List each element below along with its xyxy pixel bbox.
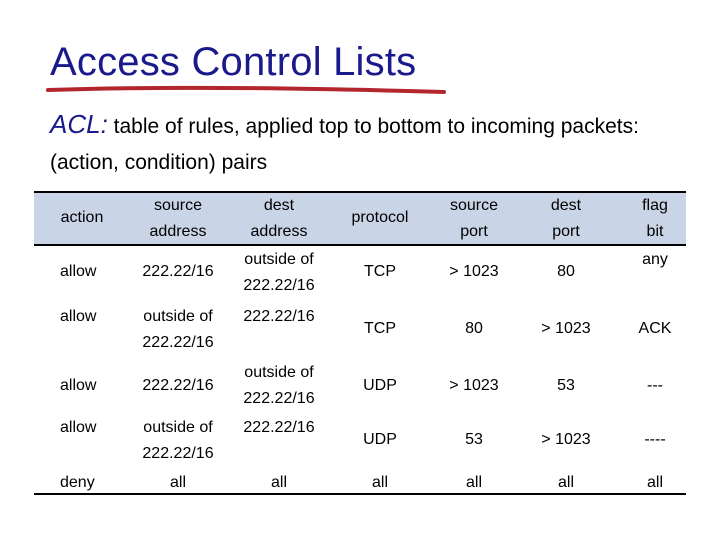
row1-dest-address — [230, 247, 328, 299]
header-source-address-line2: address — [149, 223, 207, 240]
row4-dest-address: 222.22/16 — [243, 419, 315, 436]
row5-source-address: all — [169, 474, 186, 491]
row3-dest-address-line1: outside of — [244, 364, 314, 381]
row5-action: deny — [60, 474, 95, 491]
row5-protocol: all — [371, 474, 388, 491]
header-dest-address-line1: dest — [263, 197, 295, 214]
row4-flag-bit: ---- — [644, 431, 666, 448]
row5-dest-address: all — [270, 474, 287, 491]
row4-source-address — [130, 415, 226, 467]
row2-source-port: 80 — [465, 320, 483, 337]
row2-protocol: TCP — [364, 320, 396, 337]
row3-source-address: 222.22/16 — [142, 377, 214, 394]
row5-dest-port: all — [557, 474, 574, 491]
header-flag-bit-line1: flag — [642, 197, 668, 214]
row1-dest-address-line2: 222.22/16 — [243, 277, 315, 294]
row1-action: allow — [60, 263, 97, 280]
row2-flag-bit: ACK — [638, 320, 672, 337]
header-flag-bit — [612, 193, 698, 245]
row4-protocol: UDP — [363, 431, 397, 448]
row1-source-address: 222.22/16 — [142, 263, 214, 280]
row3-dest-address-line2: 222.22/16 — [243, 390, 315, 407]
row1-dest-port: 80 — [557, 263, 575, 280]
header-source-address — [130, 193, 226, 245]
row1-source-port: > 1023 — [449, 263, 499, 280]
row3-dest-port: 53 — [557, 377, 575, 394]
row4-dest-port: > 1023 — [541, 431, 591, 448]
header-dest-port — [520, 193, 612, 245]
acl-definition: table of rules, applied top to bottom to incoming packets: (action, condition) pairs — [50, 115, 639, 174]
slide-title: Access Control Lists — [50, 40, 417, 84]
row3-dest-address — [230, 360, 328, 412]
row2-dest-address: 222.22/16 — [243, 308, 315, 325]
header-source-port — [428, 193, 520, 245]
row4-action: allow — [60, 419, 97, 436]
row3-action: allow — [60, 377, 97, 394]
subtitle — [50, 106, 690, 181]
row2-source-address — [130, 304, 226, 356]
header-source-port-line2: port — [460, 223, 488, 240]
header-dest-address-line2: address — [250, 223, 308, 240]
row3-flag-bit: --- — [647, 377, 663, 394]
row2-action: allow — [60, 308, 97, 325]
header-dest-address — [230, 193, 328, 245]
row2-dest-port: > 1023 — [541, 320, 591, 337]
row4-source-address-line2: 222.22/16 — [142, 445, 214, 462]
row5-source-port: all — [465, 474, 482, 491]
row2-source-address-line2: 222.22/16 — [142, 334, 214, 351]
header-protocol: protocol — [351, 209, 409, 226]
acl-term: ACL: — [50, 109, 108, 139]
header-source-port-line1: source — [449, 197, 499, 214]
header-source-address-line1: source — [153, 197, 203, 214]
title-underline — [46, 80, 446, 98]
row4-source-address-line1: outside of — [143, 419, 213, 436]
row4-source-port: 53 — [465, 431, 483, 448]
header-dest-port-line2: port — [552, 223, 580, 240]
acl-table — [34, 191, 686, 495]
row1-dest-address-line1: outside of — [244, 251, 314, 268]
row3-protocol: UDP — [363, 377, 397, 394]
row3-source-port: > 1023 — [449, 377, 499, 394]
row1-flag-bit: any — [642, 251, 668, 268]
row1-protocol: TCP — [364, 263, 396, 280]
header-dest-port-line1: dest — [550, 197, 582, 214]
header-action: action — [60, 209, 104, 226]
row2-source-address-line1: outside of — [143, 308, 213, 325]
row5-flag-bit: all — [646, 474, 663, 491]
header-flag-bit-line2: bit — [646, 223, 664, 240]
